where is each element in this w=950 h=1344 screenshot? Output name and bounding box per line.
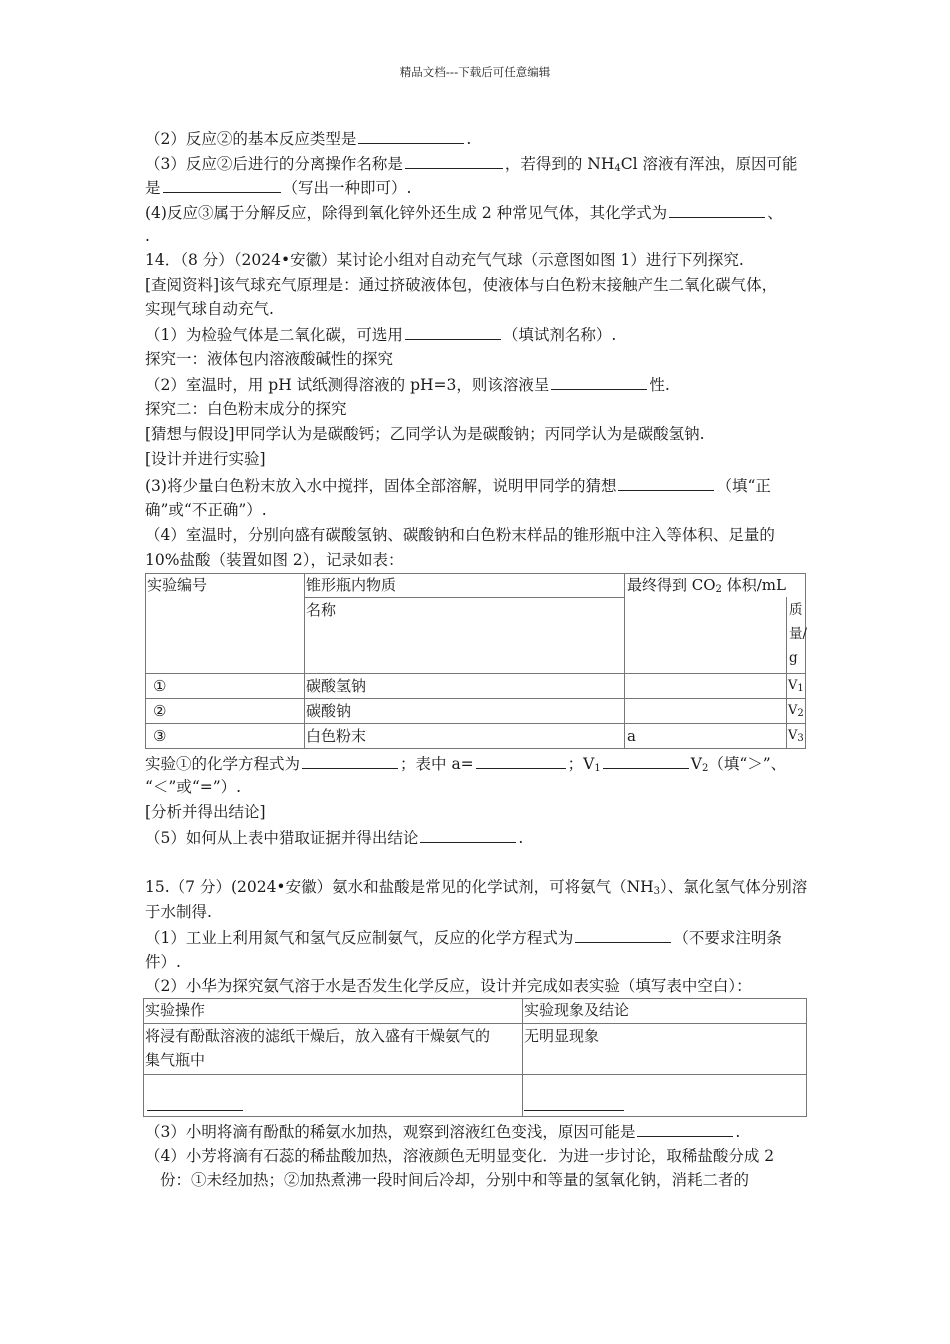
operation-line2: 集气瓶中 [145,1051,206,1069]
q15-title-text: 15.（7 分）(2024•安徽）氨水和盐酸是常见的化学试剂，可将氨气（NH [145,878,654,896]
q13-part2 [145,127,471,149]
q13-part3-line2 [145,176,411,198]
q13-part3-line1 [145,152,798,174]
table-divider [143,1074,807,1075]
subscript: 3 [653,886,661,897]
header-name: 名称 [306,601,337,619]
subscript: 4 [614,163,621,174]
q14-5-end: . [518,829,524,847]
q14-eq-text: 实验①的化学方程式为 [145,755,301,773]
q14-part1 [145,323,616,345]
answer-blank[interactable] [420,826,516,843]
row-name: 碳酸钠 [306,702,352,720]
q15-part1-line2: 件）. [145,953,181,971]
subscript: 2 [715,584,722,595]
header-operation: 实验操作 [145,1001,206,1019]
q14-3-text: (3)将少量白色粉末放入水中搅拌，固体全部溶解，说明甲同学的猜想 [145,477,617,495]
q15-title-text-b: ）、氯化氢气体分别溶 [660,878,808,896]
page-header: 精品文档---下载后可任意编辑 [399,65,551,79]
q14-explore1: 探究一：液体包内溶液酸碱性的探究 [145,350,394,368]
header-result: 实验现象及结论 [524,1001,630,1019]
q14-2-text-b: 性. [649,376,670,394]
q14-2-text: （2）室温时，用 pH 试纸测得溶液的 pH=3，则该溶液呈 [145,376,550,394]
table-divider [145,723,806,724]
subscript: 2 [701,763,709,774]
answer-blank[interactable] [147,1110,243,1111]
row-id: ① [153,677,167,695]
row-id: ③ [153,727,167,745]
q13-3-text-e: （写出一种即可）. [282,179,412,197]
q13-part4-end: . [145,227,150,245]
q14-eq-text-d: V [690,755,702,773]
q13-part4 [145,201,783,223]
q15-1-text-b: （不要求注明条 [673,929,782,947]
q14-1-text: （1）为检验气体是二氧化碳，可选用 [145,326,403,344]
q13-4-sep: 、 [767,204,783,222]
header-experiment-id: 实验编号 [147,576,208,594]
q13-4-text: (4)反应③属于分解反应，除得到氧化锌外还生成 2 种常见气体，其化学式为 [145,204,668,222]
table-divider [522,998,523,1117]
q14-equation-line2: “＜”或“=”）. [145,778,242,796]
q14-part4-line1: （4）室温时，分别向盛有碳酸氢钠、碳酸钠和白色粉末样品的锥形瓶中注入等体积、足量的 [145,526,775,544]
q14-info-line2: 实现气球自动充气. [145,300,274,318]
table-divider [143,1023,807,1024]
q13-3-text-c: Cl 溶液有浑浊，原因可能 [620,155,798,173]
q15-part4-line1: （4）小芳将滴有石蕊的稀盐酸加热，溶液颜色无明显变化．为进一步讨论，取稀盐酸分成 2 [145,1147,775,1165]
q13-3-text: （3）反应②后进行的分离操作名称是 [145,155,403,173]
table-divider [145,698,806,699]
q14-part4-line2: 10%盐酸（装置如图 2），记录如表： [145,551,404,569]
row-volume: $V_1$ [788,678,804,694]
q14-part3-line1 [145,474,771,496]
q15-part4-line2: 份：①未经加热；②加热煮沸一段时间后冷却，分别中和等量的氢氧化钠，消耗二者的 [160,1171,750,1189]
q15-part2: （2）小华为探究氨气溶于水是否发生化学反应，设计并完成如表实验（填写表中空白）： [145,977,752,995]
row-name: 碳酸氢钠 [306,677,367,695]
q14-eq-text-e: （填“＞”、 [708,755,787,773]
row-volume: $V_2$ [788,703,804,719]
header-co2-volume [627,574,786,601]
q13-2-end: . [466,130,472,148]
answer-blank[interactable] [669,201,765,218]
q14-part5 [145,826,523,848]
subscript: 1 [594,763,601,774]
answer-blank[interactable] [603,752,689,769]
row-name: 白色粉末 [306,727,367,745]
q14-title: 14．（8 分）（2024•安徽）某讨论小组对自动充气气球（示意图如图 1）进行下列探究. [145,251,744,269]
q13-3-text-d: 是 [145,179,161,197]
header-flask-contents: 锥形瓶内物质 [306,576,397,594]
table-border [143,998,807,1117]
q14-info-line1: [查阅资料]该气球充气原理是：通过挤破液体包，使液体与白色粉末接触产生二氧化碳气体， [145,276,778,294]
result-text: 无明显现象 [524,1027,600,1045]
answer-blank[interactable] [405,152,503,169]
answer-blank[interactable] [358,127,464,144]
q14-hypothesis: [猜想与假设]甲同学认为是碳酸钙；乙同学认为是碳酸钠；丙同学认为是碳酸氢钠. [145,425,705,443]
q15-1-text: （1）工业上利用氮气和氢气反应制氨气，反应的化学方程式为 [145,929,574,947]
row-mass: a [627,727,636,745]
q14-equation-line1 [145,752,786,774]
q14-5-text: （5）如何从上表中猎取证据并得出结论 [145,829,419,847]
q14-1-text-b: （填试剂名称）. [502,326,617,344]
q13-3-text-b: ，若得到的 NH [504,155,615,173]
answer-blank[interactable] [476,752,566,769]
table-divider [145,673,806,674]
answer-blank[interactable] [524,1110,624,1111]
q14-explore2: 探究二：白色粉末成分的探究 [145,400,347,418]
answer-blank[interactable] [618,474,714,491]
header-mass: 质量/g [789,602,808,666]
answer-blank[interactable] [551,373,647,390]
q15-title-line1 [145,876,807,898]
q14-design: [设计并进行实验] [145,450,266,468]
q15-3-text: （3）小明将滴有酚酞的稀氨水加热，观察到溶液红色变浅，原因可能是 [145,1123,636,1141]
q13-2-text: （2）反应②的基本反应类型是 [145,130,357,148]
q14-eq-text-c: ；V [567,755,595,773]
row-volume: $V_3$ [788,728,804,744]
q14-3-text-b: （填“正 [716,477,771,495]
q15-title-line2: 于水制得. [145,903,212,921]
header-co2-unit: 体积/mL [721,576,786,594]
header-co2-text: 最终得到 CO [627,576,716,594]
answer-blank[interactable] [163,176,281,193]
operation-line1: 将浸有酚酞溶液的滤纸干燥后，放入盛有干燥氨气的 [145,1027,491,1045]
q15-part3 [145,1120,740,1142]
answer-blank[interactable] [302,752,398,769]
q14-analysis: [分析并得出结论] [145,803,266,821]
row-id: ② [153,702,167,720]
answer-blank[interactable] [637,1120,733,1137]
q15-3-end: . [735,1123,741,1141]
answer-blank[interactable] [575,926,671,943]
table-divider [304,597,624,598]
q14-eq-text-b: ；表中 a= [400,755,474,773]
answer-blank[interactable] [405,323,501,340]
q15-part1-line1 [145,926,782,948]
q14-part3-line2: 确”或“不正确”）. [145,501,267,519]
q14-part2 [145,373,670,395]
